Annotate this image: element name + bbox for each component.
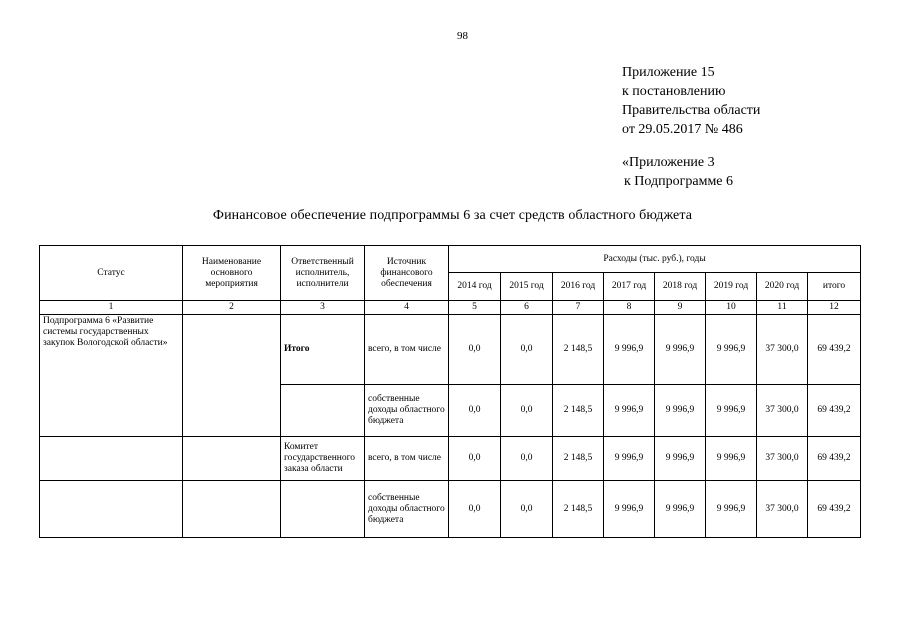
value-cell: 9 996,9 [655, 481, 706, 538]
appendix-line-3: Правительства области [622, 103, 761, 118]
header-total: итого [808, 273, 861, 301]
measure-cell [183, 481, 281, 538]
value-cell: 9 996,9 [604, 437, 655, 481]
header-year: 2017 год [604, 273, 655, 301]
value-cell: 2 148,5 [553, 437, 604, 481]
header-year: 2019 год [706, 273, 757, 301]
subappendix-line-1: «Приложение 3 [622, 155, 715, 170]
source-cell: собственные доходы областного бюджета [365, 385, 449, 437]
value-cell: 2 148,5 [553, 315, 604, 385]
value-cell: 0,0 [449, 437, 501, 481]
value-cell: 37 300,0 [757, 481, 808, 538]
column-number: 2 [183, 301, 281, 315]
value-cell: 9 996,9 [604, 315, 655, 385]
status-cell [40, 481, 183, 538]
table-row [40, 437, 861, 481]
column-number: 11 [757, 301, 808, 315]
measure-cell [183, 437, 281, 481]
value-cell: 69 439,2 [808, 385, 861, 437]
column-numbers-row [40, 301, 861, 315]
column-number: 1 [40, 301, 183, 315]
column-number: 12 [808, 301, 861, 315]
value-cell: 69 439,2 [808, 437, 861, 481]
source-cell: собственные доходы областного бюджета [365, 481, 449, 538]
column-number: 5 [449, 301, 501, 315]
value-cell: 9 996,9 [655, 385, 706, 437]
column-number: 9 [655, 301, 706, 315]
executor-cell: Комитет государственного заказа области [281, 437, 365, 481]
header-expenses: Расходы (тыс. руб.), годы [449, 246, 861, 273]
appendix-line-2: к постановлению [622, 84, 726, 99]
value-cell: 0,0 [501, 437, 553, 481]
value-cell: 9 996,9 [706, 385, 757, 437]
column-number: 3 [281, 301, 365, 315]
value-cell: 9 996,9 [706, 481, 757, 538]
value-cell: 2 148,5 [553, 385, 604, 437]
status-cell: Подпрограмма 6 «Развитие системы государственных закупок Вологодской области» [40, 315, 183, 437]
executor-cell [281, 385, 365, 437]
header-measure: Наименование основного мероприятия [183, 246, 281, 301]
table-row [40, 481, 861, 538]
executor-cell [281, 481, 365, 538]
value-cell: 0,0 [449, 315, 501, 385]
header-status: Статус [40, 246, 183, 301]
value-cell: 37 300,0 [757, 385, 808, 437]
subappendix-block [622, 153, 733, 191]
status-cell [40, 437, 183, 481]
header-year: 2015 год [501, 273, 553, 301]
value-cell: 0,0 [449, 385, 501, 437]
value-cell: 9 996,9 [655, 437, 706, 481]
value-cell: 37 300,0 [757, 437, 808, 481]
value-cell: 2 148,5 [553, 481, 604, 538]
value-cell: 9 996,9 [604, 481, 655, 538]
value-cell: 9 996,9 [604, 385, 655, 437]
appendix-line-1: Приложение 15 [622, 65, 715, 80]
measure-cell [183, 315, 281, 437]
value-cell: 0,0 [501, 481, 553, 538]
table-row [40, 315, 861, 385]
column-number: 6 [501, 301, 553, 315]
column-number: 8 [604, 301, 655, 315]
subappendix-line-2: к Подпрограмме 6 [624, 174, 734, 189]
executor-cell: Итого [281, 315, 365, 385]
appendix-block [622, 63, 760, 139]
header-year: 2014 год [449, 273, 501, 301]
source-cell: всего, в том числе [365, 315, 449, 385]
header-year: 2018 год [655, 273, 706, 301]
header-source: Источник финансового обеспечения [365, 246, 449, 301]
value-cell: 9 996,9 [655, 315, 706, 385]
value-cell: 69 439,2 [808, 315, 861, 385]
page-number: 98 [457, 30, 468, 42]
value-cell: 9 996,9 [706, 437, 757, 481]
column-number: 7 [553, 301, 604, 315]
value-cell: 0,0 [501, 385, 553, 437]
financing-table [39, 245, 861, 538]
appendix-line-4: от 29.05.2017 № 486 [622, 122, 743, 137]
value-cell: 0,0 [449, 481, 501, 538]
source-cell: всего, в том числе [365, 437, 449, 481]
value-cell: 0,0 [501, 315, 553, 385]
document-title: Финансовое обеспечение подпрограммы 6 за счет средств областного бюджета [212, 208, 693, 223]
value-cell: 9 996,9 [706, 315, 757, 385]
header-executor: Ответственный исполнитель, исполнители [281, 246, 365, 301]
value-cell: 69 439,2 [808, 481, 861, 538]
header-year: 2020 год [757, 273, 808, 301]
column-number: 10 [706, 301, 757, 315]
value-cell: 37 300,0 [757, 315, 808, 385]
header-row-1 [40, 246, 861, 273]
header-year: 2016 год [553, 273, 604, 301]
column-number: 4 [365, 301, 449, 315]
